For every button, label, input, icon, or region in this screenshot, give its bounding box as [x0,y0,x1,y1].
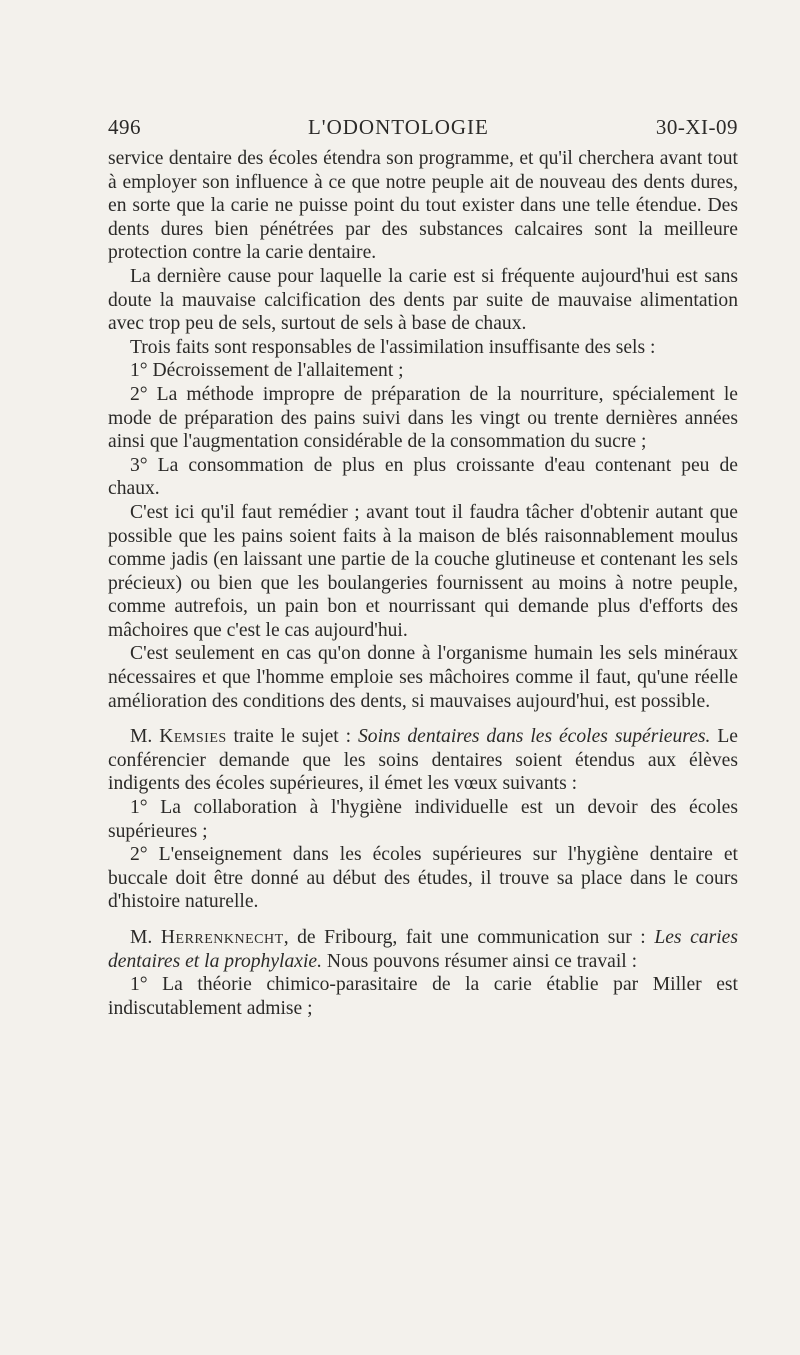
list-item: 3° La consommation de plus en plus croissante d'eau contenant peu de chaux. [108,454,738,500]
herrenknecht-paragraph [108,926,738,973]
list-item: 2° L'enseignement dans les écoles supérieures sur l'hygiène dentaire et buccale doit être donné au début des études, il trouve sa place dans le cours d'histoire naturelle. [108,844,738,913]
paragraph: C'est ici qu'il faut remédier ; avant tout il faudra tâcher d'obtenir autant que possible que les pains soient faits à la maison de blés raisonnablement moulus comme jadis (en laissant une partie de la couche glutineuse et contenant les sels précieux) ou bien que les boulangeries fournissent au moins à notre peuple, comme autrefois, un pain bon et nourrissant qui demande plus d'efforts des mâchoires que c'est le cas aujourd'hui. [108,501,738,641]
paragraph: Trois faits sont responsables de l'assimilation insuffisante des sels : [130,336,656,358]
speaker-name: Kemsies [159,726,227,748]
list-item: 2° La méthode impropre de préparation de la nourriture, spécialement le mode de préparation des pains suivi dans les vingt ou trente dernières années ainsi que l'augmentation considérable de la consommation du sucre ; [108,383,738,453]
body-text [108,147,738,1020]
rest-text: Le conférencier demande que les soins dentaires soient étendus aux élèves indigents des écoles supérieures, il émet les vœux suivants : [108,726,738,795]
list-item: 1° La collaboration à l'hygiène individuelle est un devoir des écoles supérieures ; [108,797,738,842]
speaker-name: Herrenknecht [160,927,284,948]
kemsies-paragraph [108,725,738,796]
lead-text: , de Fribourg, fait une communication sur : [283,927,655,948]
talk-topic: Soins dentaires dans les écoles supérieures. [357,726,711,748]
list-item: 1° Décroissement de l'allaitement ; [130,360,404,382]
page-number: 496 [108,115,141,139]
paragraph: service dentaire des écoles étendra son programme, et qu'il cherchera avant tout à employer son influence à ce que notre peuple ait de nouveau des dents dures, en sorte que la carie ne puisse point du tout exister dans une telle étendue. Des dents dures bien pénétrées par des substances calcaires sont la meilleure protection contre la carie dentaire. [108,148,738,264]
journal-title: L'ODONTOLOGIE [307,115,489,139]
list-item: 1° La théorie chimico-parasitaire de la carie établie par Miller est indiscutablement admise ; [108,974,738,1019]
lead-text: traite le sujet : [226,726,358,748]
talk-topic: Les caries dentaires et la prophylaxie. [108,927,738,972]
paragraph: C'est seulement en cas qu'on donne à l'organisme humain les sels minéraux nécessaires et que l'homme emploie ses mâchoires comme il faut, qu'une réelle amélioration des conditions des dents, si mauvaises aujourd'hui, est possible. [108,643,738,712]
speaker-prefix: M. [130,726,160,748]
rest-text: Nous pouvons résumer ainsi ce travail : [322,950,638,972]
paragraph: La dernière cause pour laquelle la carie est si fréquente aujourd'hui est sans doute la mauvaise calcification des dents par suite de mauvaise alimentation avec trop peu de sels, surtout de sels à base de chaux. [108,265,738,335]
issue-date: 30-XI-09 [655,115,738,139]
running-header [108,115,738,147]
speaker-prefix: M. [130,927,161,948]
